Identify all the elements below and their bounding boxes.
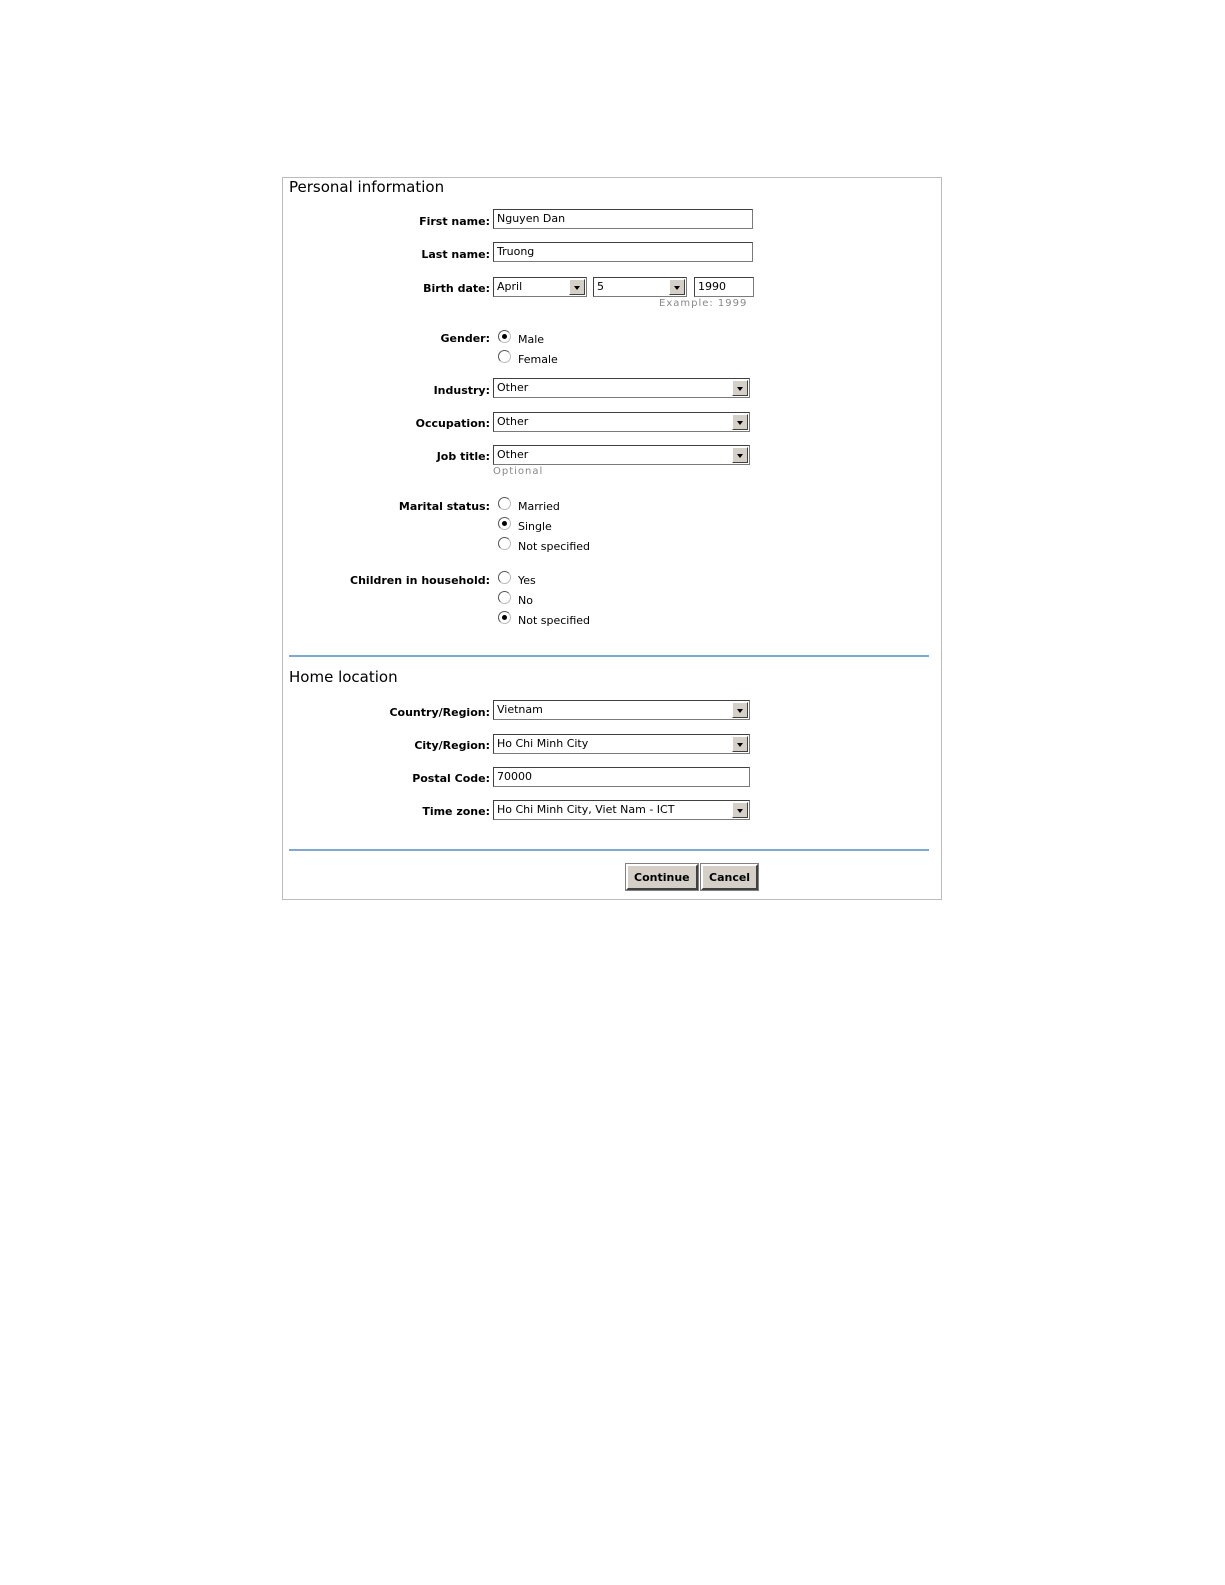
- job-title-hint: Optional: [493, 466, 544, 477]
- section-title-home: Home location: [289, 668, 398, 686]
- section-divider: [289, 655, 929, 657]
- chevron-down-icon: [569, 279, 585, 295]
- radio-selected-icon[interactable]: [498, 330, 511, 343]
- gender-option-male[interactable]: Male: [498, 330, 544, 348]
- industry-value: Other: [497, 381, 529, 394]
- occupation-value: Other: [497, 415, 529, 428]
- birth-year-input[interactable]: 1990: [694, 277, 754, 297]
- chevron-down-icon: [732, 702, 748, 718]
- postal-code-input[interactable]: 70000: [493, 767, 750, 787]
- children-option-yes[interactable]: Yes: [498, 571, 536, 589]
- marital-option-married[interactable]: Married: [498, 497, 560, 515]
- cancel-button[interactable]: Cancel: [701, 864, 758, 890]
- chevron-down-icon: [732, 380, 748, 396]
- city-select[interactable]: [493, 734, 750, 754]
- children-option-not-specified[interactable]: Not specified: [498, 611, 590, 629]
- chevron-down-icon: [669, 279, 685, 295]
- children-option-no[interactable]: No: [498, 591, 533, 609]
- time-zone-label: Time zone:: [422, 805, 490, 818]
- industry-label: Industry:: [433, 384, 490, 397]
- last-name-label: Last name:: [421, 248, 490, 261]
- radio-unselected-icon[interactable]: [498, 497, 511, 510]
- occupation-label: Occupation:: [415, 417, 490, 430]
- radio-unselected-icon[interactable]: [498, 350, 511, 363]
- first-name-input[interactable]: Nguyen Dan: [493, 209, 753, 229]
- country-value: Vietnam: [497, 703, 543, 716]
- continue-button[interactable]: Continue: [626, 864, 698, 890]
- job-title-label: Job title:: [436, 450, 490, 463]
- children-label: Children in household:: [350, 574, 490, 587]
- chevron-down-icon: [732, 736, 748, 752]
- section-divider: [289, 849, 929, 851]
- birth-month-value: April: [497, 280, 523, 293]
- profile-form-panel: [282, 177, 942, 900]
- time-zone-select[interactable]: [493, 800, 750, 820]
- radio-unselected-icon[interactable]: [498, 537, 511, 550]
- birth-year-hint: Example: 1999: [659, 298, 748, 309]
- job-title-value: Other: [497, 448, 529, 461]
- job-title-select[interactable]: [493, 445, 750, 465]
- gender-label: Gender:: [440, 332, 490, 345]
- marital-option-not-specified[interactable]: Not specified: [498, 537, 590, 555]
- radio-selected-icon[interactable]: [498, 517, 511, 530]
- marital-option-single[interactable]: Single: [498, 517, 552, 535]
- birth-month-select[interactable]: [493, 277, 587, 297]
- section-title-personal: Personal information: [289, 178, 445, 196]
- birth-day-value: 5: [597, 280, 604, 293]
- time-zone-value: Ho Chi Minh City, Viet Nam - ICT: [497, 803, 675, 816]
- country-label: Country/Region:: [389, 706, 490, 719]
- chevron-down-icon: [732, 414, 748, 430]
- industry-select[interactable]: [493, 378, 750, 398]
- country-select[interactable]: [493, 700, 750, 720]
- last-name-input[interactable]: Truong: [493, 242, 753, 262]
- marital-status-label: Marital status:: [398, 500, 490, 513]
- radio-unselected-icon[interactable]: [498, 571, 511, 584]
- city-label: City/Region:: [414, 739, 490, 752]
- gender-option-female[interactable]: Female: [498, 350, 558, 368]
- postal-code-label: Postal Code:: [412, 772, 490, 785]
- occupation-select[interactable]: [493, 412, 750, 432]
- birth-date-label: Birth date:: [423, 282, 490, 295]
- birth-day-select[interactable]: [593, 277, 687, 297]
- chevron-down-icon: [732, 802, 748, 818]
- radio-selected-icon[interactable]: [498, 611, 511, 624]
- first-name-label: First name:: [419, 215, 490, 228]
- city-value: Ho Chi Minh City: [497, 737, 589, 750]
- chevron-down-icon: [732, 447, 748, 463]
- radio-unselected-icon[interactable]: [498, 591, 511, 604]
